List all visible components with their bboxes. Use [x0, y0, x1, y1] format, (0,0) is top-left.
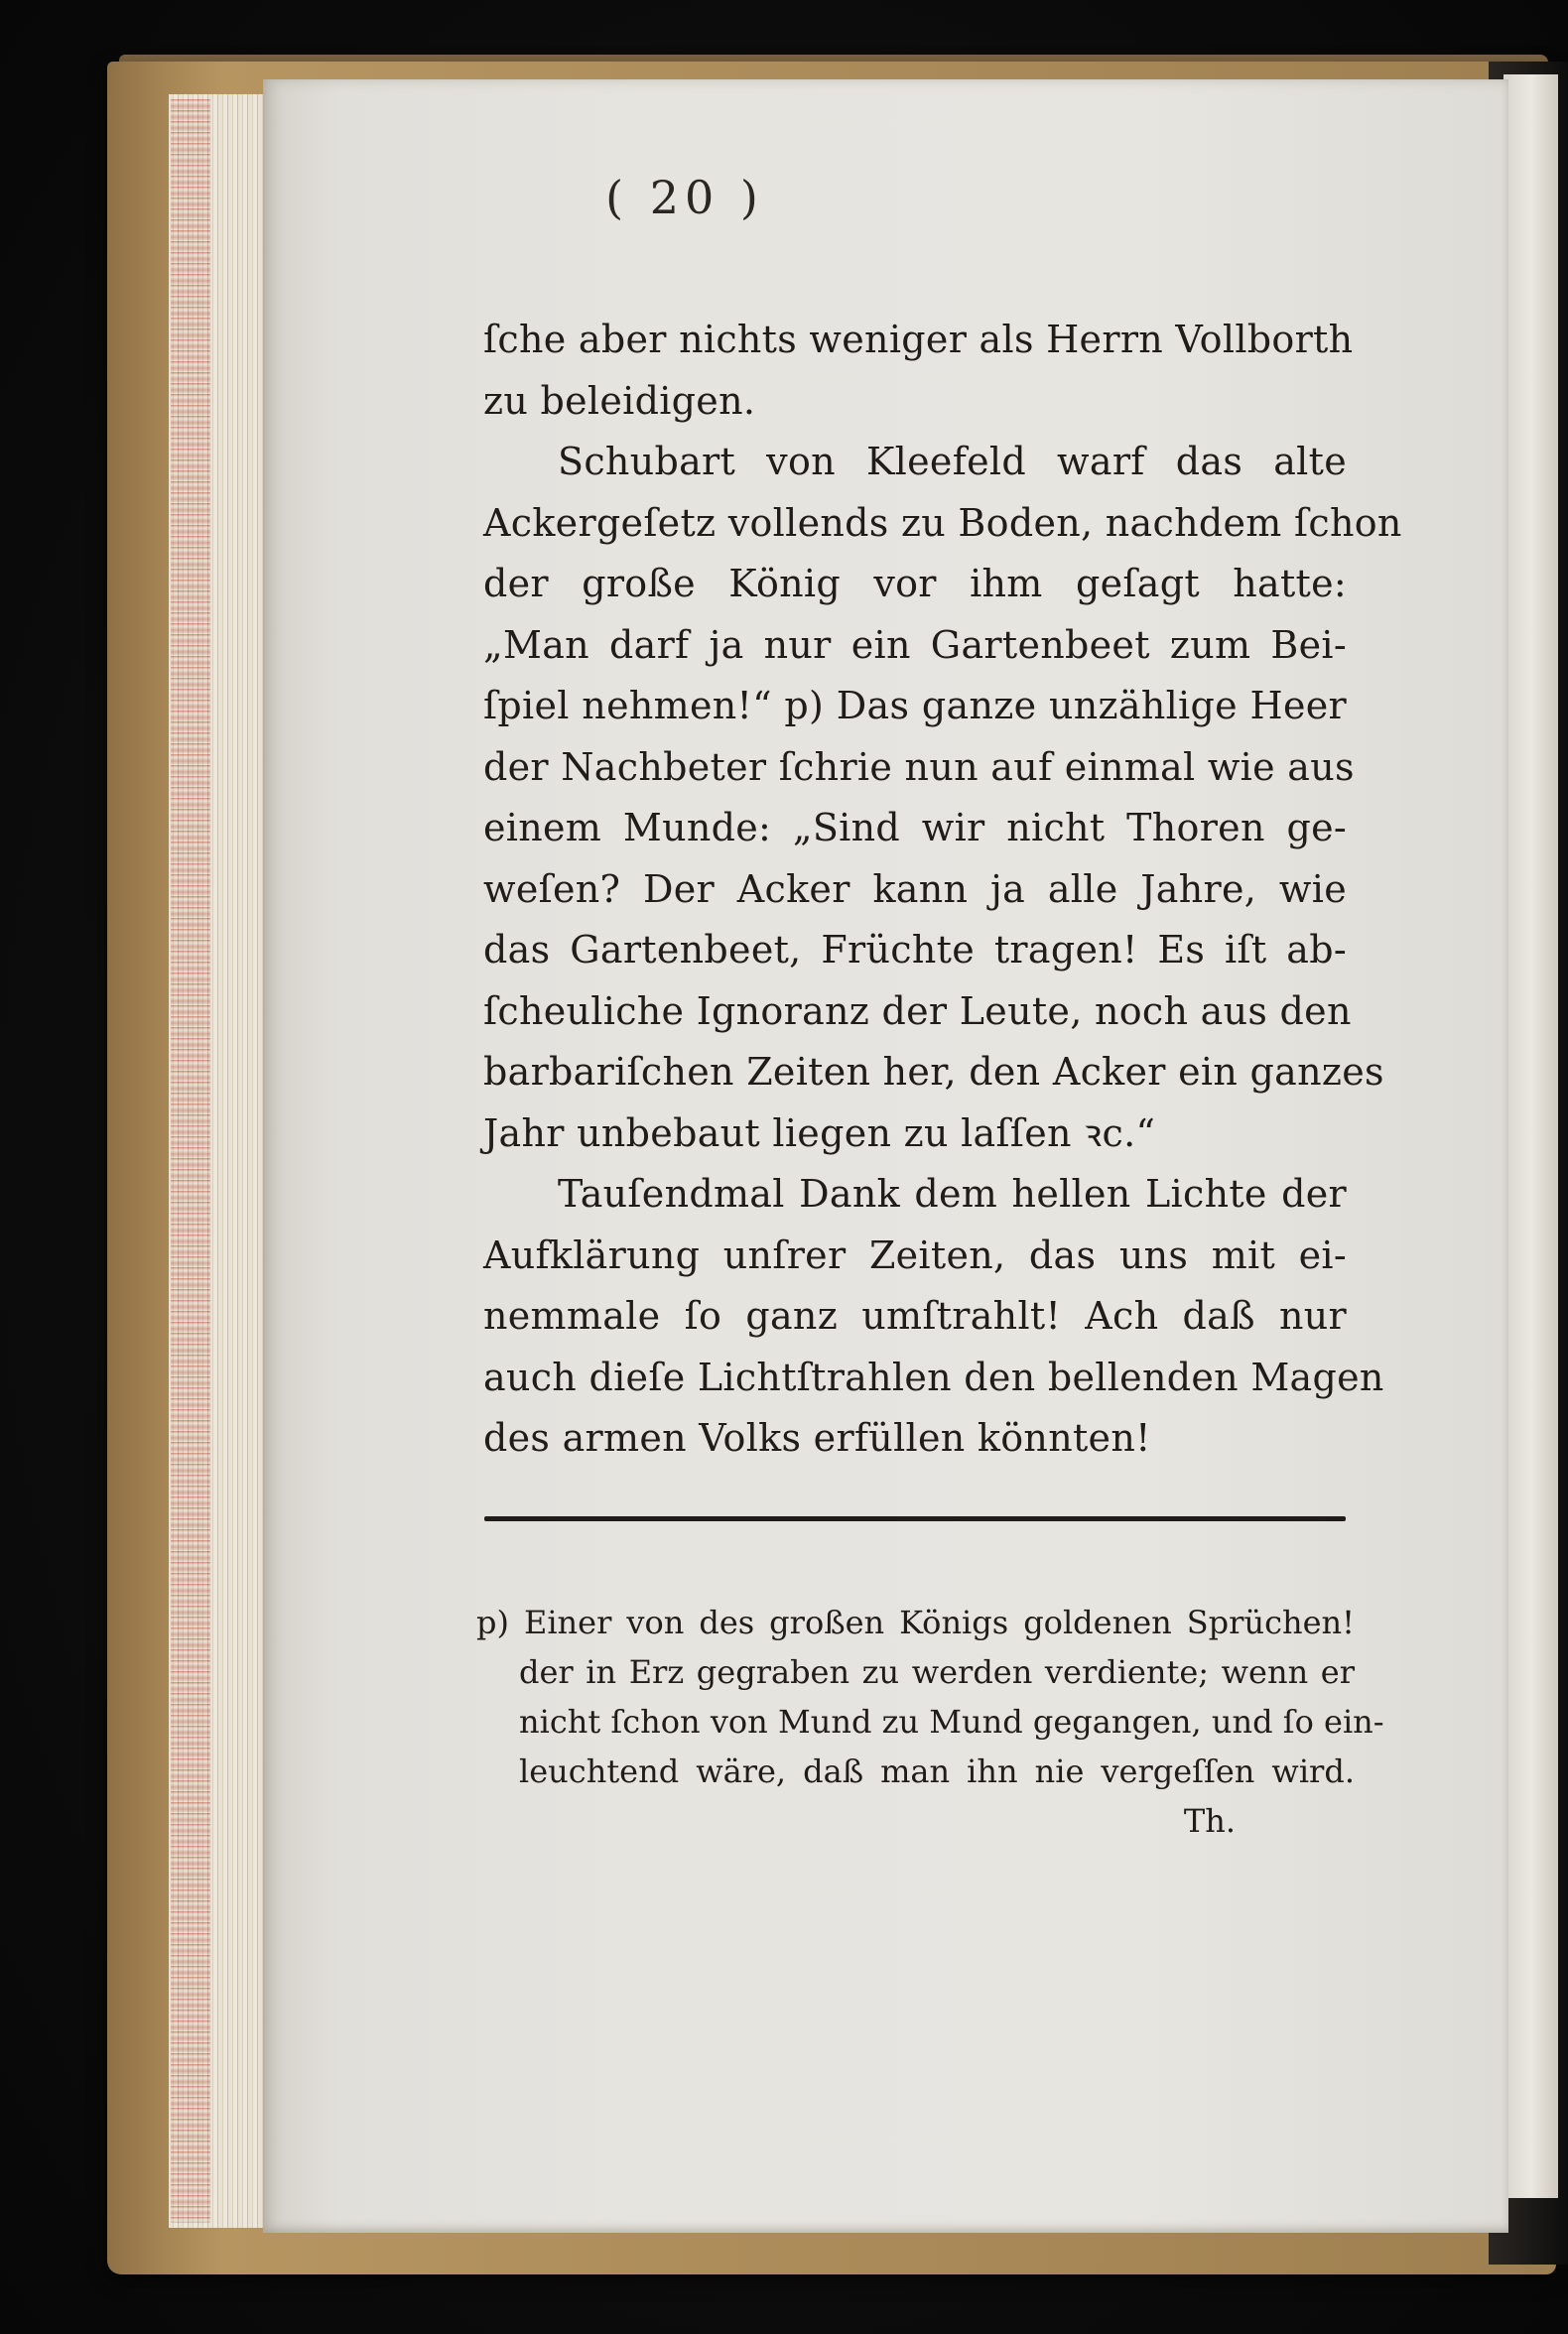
body-text	[483, 310, 1402, 1470]
body-line: Ackergeſetz vollends zu Boden, nachdem ſchon	[483, 500, 1402, 545]
body-line: nemmale ſo ganz umſtrahlt! Ach daß nur	[483, 1294, 1347, 1338]
body-line: „Man darf ja nur ein Gartenbeet zum Bei-	[483, 622, 1347, 667]
body-line: einem Munde: „Sind wir nicht Thoren ge-	[483, 806, 1347, 849]
body-line: Schubart von Kleefeld warf das alte	[558, 440, 1347, 483]
footnote-line: leuchtend wäre, daß man ihn nie vergeſſen wird.	[519, 1752, 1355, 1790]
body-line: ſcheuliche Ignoranz der Leute, noch aus den	[483, 988, 1352, 1033]
body-line: ſche aber nichts weniger als Herrn Vollborth	[483, 318, 1354, 361]
footnote-signature: Th.	[1183, 1802, 1236, 1840]
body-line: zu beleidigen.	[483, 378, 756, 423]
sprinkled-red-edge	[171, 99, 210, 2223]
body-line: der große König vor ihm geſagt hatte:	[483, 562, 1347, 605]
body-line: barbariſchen Zeiten her, den Acker ein ganzes	[483, 1050, 1384, 1094]
facing-page-edge	[1503, 74, 1558, 2198]
footnote-line: p) Einer von des großen Königs goldenen Sprüchen!	[476, 1604, 1355, 1641]
body-line: Jahr unbebaut liegen zu laſſen ꝛc.“	[483, 1110, 1156, 1155]
body-line: Tauſendmal Dank dem hellen Lichte der	[558, 1172, 1347, 1216]
footnote-line: der in Erz gegraben zu werden verdiente; wenn er	[519, 1653, 1355, 1691]
footnote-line: nicht ſchon von Mund zu Mund gegangen, und ſo ein-	[519, 1703, 1384, 1741]
page-number: ( 20 )	[605, 171, 764, 224]
body-line: der Nachbeter ſchrie nun auf einmal wie aus	[483, 744, 1355, 789]
body-line: Aufklärung unſrer Zeiten, das uns mit ei-	[483, 1232, 1347, 1277]
body-line: ſpiel nehmen!“ p) Das ganze unzählige Heer	[483, 684, 1347, 727]
body-line: auch dieſe Lichtſtrahlen den bellenden Magen	[483, 1355, 1384, 1399]
body-line: das Gartenbeet, Früchte tragen! Es iſt ab-	[483, 928, 1347, 972]
body-line: weſen? Der Acker kann ja alle Jahre, wie	[483, 866, 1347, 911]
footnote	[476, 1598, 1384, 1846]
body-line: des armen Volks erfüllen könnten!	[483, 1416, 1151, 1460]
footnote-separator-rule	[484, 1516, 1346, 1521]
